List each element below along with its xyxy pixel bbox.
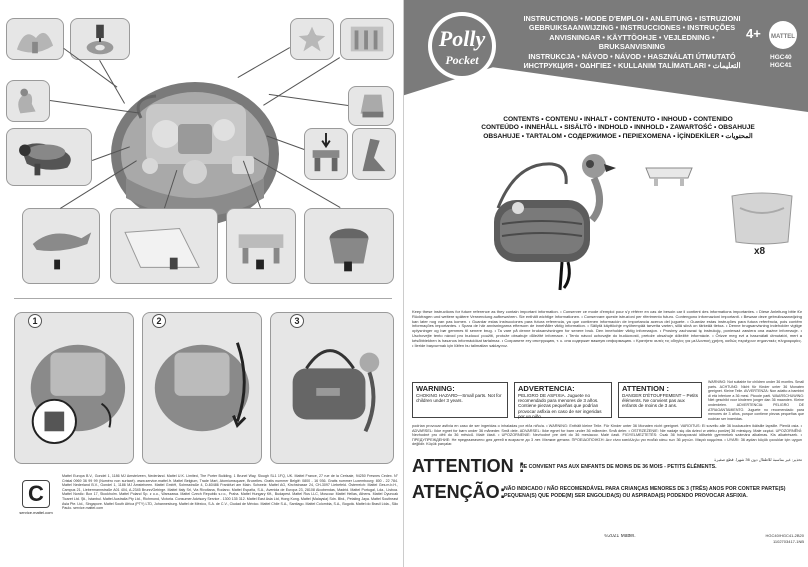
step-1-number: 1 xyxy=(28,314,42,328)
attention-heading: ATTENTION : xyxy=(412,456,525,476)
clip-piece-illustration xyxy=(642,158,696,188)
warning-box-spanish xyxy=(514,382,612,418)
panel-lounger-piece xyxy=(352,128,396,180)
model-number: HGC40 xyxy=(770,54,792,61)
step-3-panel xyxy=(270,312,394,464)
playset-main-illustration xyxy=(106,68,284,228)
polly-pocket-logo xyxy=(420,8,504,84)
languages-line-1: INSTRUCTIONS • MODE D'EMPLOI • ANLEITUNG • ISTRUZIONI xyxy=(523,14,741,23)
contents-line-2: CONTEÚDO • INNEHÅLL • SISÄLTÖ • INDHOLD • INNHOLD • ZAWARTOŚĆ • OBSAHUJE xyxy=(481,124,755,132)
keep-instructions-notice: Keep these instructions for future reference as they contain important information. • Conserver ce mode d'emploi pour s'y référer en cas de besoin car il contient des informations importantes. • Diese Anleitung bitte für Rückfragen und weitere spätere Verwendung aufbewahren. Sie enthält wichtige Informationen. • Conservare queste istruzioni per riferimento futuro. Contengono informazioni importanti. • Bewaar deze gebruiksaanwijzing kan later nog van pas komen. • Guardar estas instrucciones para futura referencia, ya que contienen información de importancia acerca del juguete. • Guardar estas instruções para futura referência, pois contêm informações importantes. • Spara de här anvisningarna eftersom de innehåller viktig information. • Säilytä käyttöohje myöhempää tarvetta varten, sillä siinä on tärkeää tietoa. • Denne brugsanvisning indeholder vigtige oplysninger og bør gemmes til senere brug. • Ta vare på denne bruksanvisningen for senere bruk. Den inneholder viktig informasjon. • Prosimy zachować tę instrukcję, ponieważ zawiera ona ważne informacje. • Uschovejte tento návod pro budoucí použití, protože obsahuje důležité informace. • Tento návod uchovajte do budúcnosti, pretože obsahuje dôležité informácie. • Őrizze meg ezt a használati útmutatót, mert a későbbiekben is hasznos információkat tartalmaz. • Сохраните эту инструкцию, т. к. она содержит важную информацию. • Κρατήστε αυτές τις οδηγίες για μελλοντική χρήση, καθώς περιέχουν σημαντικές πληροφορίες. • İleride başvurmak için lütfen bu talimatları saklayınız. xyxy=(412,310,802,348)
brand-text: MATTEL xyxy=(771,34,795,40)
arabic-warning: تحذير: غير مناسبة للأطفال دون 36 شهراً. قطع صغيرة xyxy=(714,458,802,462)
panel-flamingo-piece xyxy=(6,80,50,122)
warning-title: WARNING: xyxy=(416,384,455,393)
warning-title: ATTENTION : xyxy=(622,384,669,393)
service-label[interactable]: service.mattel.com xyxy=(19,510,53,515)
step-1-panel xyxy=(14,312,134,464)
panel-bench-piece xyxy=(226,208,296,284)
model-numbers xyxy=(770,54,792,70)
step-2-panel xyxy=(142,312,262,464)
product-code: HGC40/HGC41-2B20 xyxy=(765,534,804,538)
warning-title: ADVERTENCIA: xyxy=(518,384,575,393)
languages-line-4: INSTRUKCJA • NÁVOD • NÁVOD • HASZNÁLATI ÚTMUTATÓ xyxy=(528,51,736,61)
model-number: HGC41 xyxy=(770,62,792,69)
flamingo-playset-illustration xyxy=(476,144,626,294)
svg-text:Pocket: Pocket xyxy=(445,53,479,67)
panel-flower-piece xyxy=(290,18,334,60)
warning-box-french xyxy=(618,382,702,418)
panel-ring-piece xyxy=(70,18,130,60)
product-code: 1102703417-1NB xyxy=(772,540,804,544)
svg-text:Polly: Polly xyxy=(438,26,486,51)
languages-line-3: ANVISNINGAR • KÄYTTÖOHJE • VEJLEDNING • BRUKSANVISNING xyxy=(549,32,715,52)
mattel-addresses-text: Mattel Europa B.V., Gondel 1, 1186 MJ Amstelveen, Nederland. Mattel U.K. Limited, The Porter Building, 1 Brunel Way, Slough SL1 1FQ, UK. Mattel France, 27 rue de la Cerisaie, 94250 Fresnes Cedex. N° Cristal 0969 36 99 99 (Numéro non surtaxé). www.service.mattel.fr. Mattel Belgium, Trade Mart, Atomiumsquare, Bruxelles. Gratis nummer België: 0800 - 16 936. Gratis nummer Luxembourg: 800 - 22 784. Mattel Nederland B.V., Gondel 1, 1186 MJ Amstelveen. Mattel GmbH, Solmsstraße 4, D-60486 Frankfurt am Main. Schweiz: Mattel AG, Kirchstrasse 24, CH-3097 Liebefeld. Österreich: Mattel Ges.m.b.H., Campus 21, Liebermannstraße A01 404, A-2345 Brunn/Gebirge. Mattel Italy Srl, Via Rivoltana, Rodano. Mattel España, S.A., Avenida de Europa 23, 28108 Alcobendas, Madrid. Mattel Portugal, Lda., Lisboa. Mattel Nordic: Box 17, Stockholm. Mattel Poland Sp. z o.o., Warszawa. Mattel Czech Republic s.r.o., Praha. Mattel Hungary Kft., Budapest. Mattel Rus LLC, Moscow. Mattel Hellas, Athens. Mattel Oyuncak Ticaret Ltd. Şti., İstanbul. Mattel Australia Pty Ltd., Richmond, Victoria. Consumer Advisory Service - 1300 135 312. Mattel East Asia Ltd, Hong Kong. Mattel (Malaysia) Sdn. Bhd., Petaling Jaya. Mattel Southeast Asia Pte. Ltd., Singapore. Mattel South Africa (PTY) LTD, Johannesburg. Mattel de México, S.A. de C.V., Ciudad de México. Mattel Chile S.A., Santiago. Mattel Colombia, S.A., Bogotá. Mattel do Brasil Ltda., São Paulo. service.mattel.com xyxy=(62,474,398,511)
panel-stool-piece xyxy=(304,128,348,180)
copyright: ©2021 Mattel. xyxy=(604,534,636,539)
warning-side-text: WARNING: Not suitable for children under 36 months. Small parts. ACHTUNG: Nicht für Kinder unter 36 Monaten geeignet. Kleine Teile. AVVERTENZA: Non adatto a bambini di età inferiore a 36 mesi. Piccole parti. WAARSCHUWING: Niet geschikt voor kinderen jonger dan 36 maanden. Kleine onderdelen. ADVERTENCIA: PELIGRO DE ATRAGANTAMIENTO. Juguete no recomendado para menores de 3 años, porque contiene piezas pequeñas que podrían ser ingeridas. xyxy=(708,380,804,420)
mattel-logo xyxy=(768,20,798,50)
step-2-number: 2 xyxy=(152,314,166,328)
atencao-heading: ATENÇÃO: xyxy=(412,482,506,502)
atencao-text: NÃO INDICADO / NÃO RECOMENDÁVEL PARA CRIANÇAS MENORES DE 3 (TRÊS) ANOS POR CONTER PARTE(S) PEQUENA(S) QUE PODE(M) SER ENGOLIDA(S) OU ASPIRADA(S) PODENDO PROVOCAR ASFIXIA. xyxy=(504,486,786,499)
service-icon: C xyxy=(22,480,50,508)
warning-text: PELIGRO DE ASFIXIA. Juguete no recomendado para menores de 3 años. Contiene piezas pequeñas que podrían provocar asfixia en caso de ser ingeridas por un niño. xyxy=(518,393,602,419)
attention-text: NE CONVIENT PAS AUX ENFANTS DE MOINS DE 36 MOIS - PETITS ÉLÉMENTS. xyxy=(520,464,717,470)
contents-line-3: OBSAHUJE • TARTALOM • СОДЕРЖИМОЕ • ΠΕΡΙΕΧΟΜΕΝΑ • İÇİNDEKİLER • المحتويات xyxy=(483,132,753,140)
languages-line-2: GEBRUIKSAANWIJZING • INSTRUCCIONES • INSTRUÇÕES xyxy=(528,23,736,33)
warning-text: CHOKING HAZARD—Small parts. Not for children under 3 years. xyxy=(416,393,502,404)
panel-gate-piece xyxy=(340,18,394,60)
divider xyxy=(14,298,392,299)
panel-dog-piece xyxy=(6,128,92,186)
contents-heading xyxy=(448,116,788,141)
parts-quantity: x8 xyxy=(754,246,766,257)
contents-line-1: CONTENTS • CONTENU • INHALT • CONTENUTO • INHOUD • CONTENIDO xyxy=(503,116,733,123)
age-rating: 4+ xyxy=(746,26,761,41)
panel-dolphin-piece xyxy=(22,208,100,284)
languages-line-5: ИНСТРУКЦИЯ • ΟΔΗΓΙΕΣ • KULLANIM TALİMATLARI • التعليمات xyxy=(523,61,741,71)
multilingual-warnings: podrían provocar asfixia en caso de ser ingeridas o inhaladas por el/la niño/a. • WARNING: Enthält kleine Teile. Für Kinder unter 36 Monaten nicht geeignet. VAROITUS: Ei sovellu alle 36 kuukauden ikäisille lapsille. Pieniä osia. • ADVARSEL: Ikke egnet for børn under 36 måneder. Små dele. ADVARSEL: Ikke egnet for barn under 36 måneder. Små deler. • OSTRZEŻENIE: Nie nadaje się dla dzieci w wieku poniżej 36 miesięcy. Małe części. UPOZORNĚNÍ: Nevhodné pro děti do 36 měsíců. Malé části. • UPOZORNENIE: Nevhodné pre deti do 36 mesiacov. Malé časti. FIGYELMEZTETÉS: Csak 36 hónaposnál idősebb gyermekek számára alkalmas. Kis alkatrészek. • ПРЕДУПРЕЖДЕНИЕ: Не предназначено для детей в возрасте до 3 лет. Мелкие детали. ΠΡΟΕΙΔΟΠΟΙΗΣΗ: Δεν είναι κατάλληλο για παιδιά κάτω των 36 μηνών. Μικρά κομμάτια. • UYARI: 36 aydan küçük çocuklar için uygun değildir. Küçük parçalar. xyxy=(412,424,802,447)
small-parts-bag-illustration xyxy=(726,188,798,248)
warning-box-english xyxy=(412,382,508,418)
instruction-languages xyxy=(516,14,748,70)
right-page xyxy=(404,0,808,567)
panel-bucket-piece xyxy=(304,208,394,284)
panel-tree-piece xyxy=(6,18,64,60)
step-3-number: 3 xyxy=(290,314,304,328)
warning-text: DANGER D'ÉTOUFFEMENT – Petits éléments. Ne convient pas aux enfants de moins de 3 ans. xyxy=(622,393,699,409)
panel-slide-piece xyxy=(110,208,218,284)
panel-chair-piece xyxy=(348,86,394,126)
center-fold xyxy=(403,0,404,567)
